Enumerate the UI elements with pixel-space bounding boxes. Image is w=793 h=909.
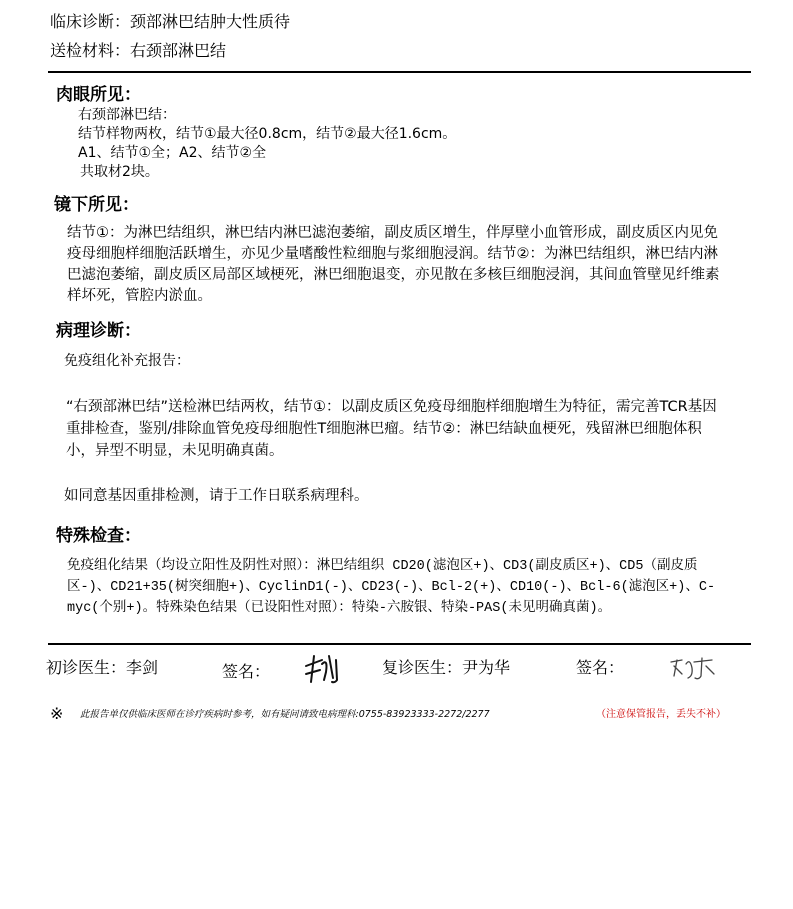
diagnosis-intro: 免疫组化补充报告： bbox=[64, 353, 190, 369]
signature-image-2 bbox=[668, 654, 718, 684]
gross-line-4: 共取材2块。 bbox=[80, 164, 159, 180]
review-doctor bbox=[382, 655, 510, 678]
top-divider bbox=[48, 71, 751, 73]
footer-mark: ※ bbox=[50, 704, 64, 723]
review-doctor-label: 复诊医生： bbox=[382, 658, 463, 677]
diagnosis-note: 如同意基因重排检测，请于工作日联系病理科。 bbox=[64, 488, 369, 504]
footer-warning: （注意保管报告，丢失不补） bbox=[596, 709, 726, 720]
initial-doctor-label: 初诊医生： bbox=[46, 658, 127, 677]
footer-note: 此报告单仅供临床医师在诊疗疾病时参考，如有疑问请致电病理科:0755-83923333-2272/2277 bbox=[80, 709, 490, 720]
signature-image-1 bbox=[302, 652, 342, 686]
gross-line-1: 右颈部淋巴结： bbox=[78, 107, 176, 123]
sign-label-1: 签名： bbox=[222, 662, 271, 681]
microscopic-text: 结节①：为淋巴结组织，淋巴结内淋巴滤泡萎缩，副皮质区增生，伴厚壁小血管形成，副皮质区内见免疫母细胞样细胞活跃增生，亦见少量嗜酸性粒细胞与浆细胞浸润。结节②：为淋巴结组织，淋巴结内淋巴滤泡萎缩，副皮质区局部区域梗死，淋巴细胞退变，亦见散在多核巨细胞浸润，其间血管壁见纤维素样坏死，管腔内淤血。 bbox=[67, 225, 720, 304]
gross-line-3: A1、结节①全；A2、结节②全 bbox=[78, 145, 267, 161]
bottom-divider bbox=[48, 643, 751, 645]
diagnosis-main: “右颈部淋巴结”送检淋巴结两枚，结节①：以副皮质区免疫母细胞样细胞增生为特征，需完善TCR基因重排检查，鉴别/排除血管免疫母细胞性T细胞淋巴瘤。结节②：淋巴结缺血梗死，残留淋巴细胞体积小，异型不明显，未见明确真菌。 bbox=[66, 399, 717, 459]
special-title: 特殊检查： bbox=[56, 526, 141, 546]
microscopic-title: 镜下所见： bbox=[54, 195, 139, 215]
special-text: 免疫组化结果（均设立阳性及阴性对照）：淋巴结组织 CD20(滤泡区+)、CD3(副皮质区+)、CD5（副皮质区-)、CD21+35(树突细胞+)、CyclinD1(-)、CD23(-)、Bcl-2(+)、CD10(-)、Bcl-6(滤泡区+)、C-myc(个别+)。特殊染色结果（已设阳性对照）：特染-六胺银、特染-PAS(未见明确真菌)。 bbox=[67, 559, 716, 616]
gross-line-2: 结节样物两枚，结节①最大径0.8cm，结节②最大径1.6cm。 bbox=[78, 126, 457, 142]
specimen-material: 送检材料：右颈部淋巴结 bbox=[50, 41, 227, 60]
clinical-diagnosis: 临床诊断：颈部淋巴结肿大性质待 bbox=[50, 12, 291, 31]
review-doctor-name: 尹为华 bbox=[462, 658, 511, 677]
diagnosis-title: 病理诊断： bbox=[56, 321, 141, 341]
gross-title: 肉眼所见： bbox=[56, 85, 141, 105]
initial-doctor bbox=[46, 655, 158, 678]
sign-label-2: 签名： bbox=[576, 658, 625, 677]
initial-doctor-name: 李剑 bbox=[126, 658, 159, 677]
